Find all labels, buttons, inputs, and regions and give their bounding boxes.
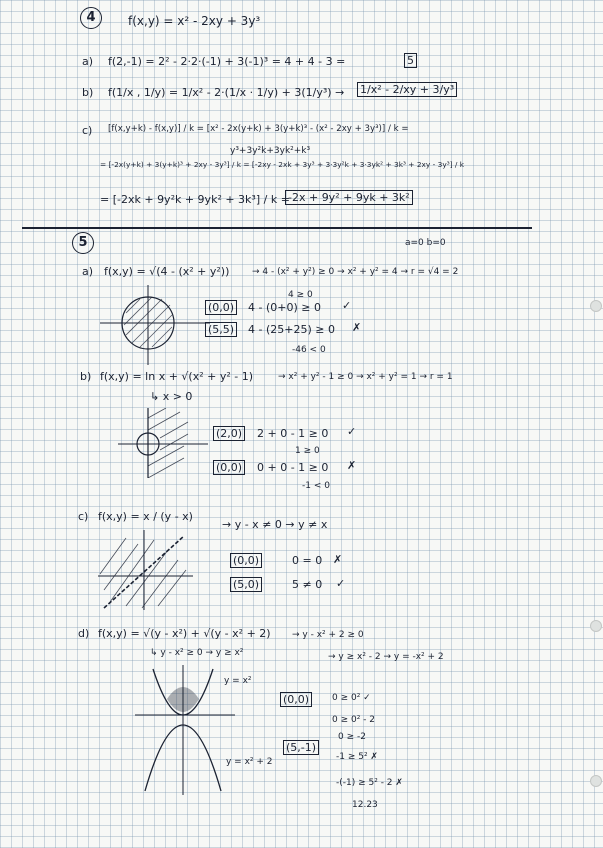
ex5-d-point2: (5,-1) — [283, 740, 319, 755]
ex5-c-mark2: ✓ — [336, 577, 346, 590]
ex5-a-check2-below: -46 < 0 — [292, 345, 326, 355]
ex5-c-label: c) — [78, 510, 89, 523]
ex5-a-mark2: ✗ — [352, 321, 362, 334]
ex5-d-check1-line3: 0 ≥ -2 — [338, 732, 366, 742]
ex5-c-function: f(x,y) = x / (y - x) — [98, 510, 193, 523]
ex4-b-work: f(1/x , 1/y) = 1/x² - 2·(1/x · 1/y) + 3(1/y³) → — [108, 86, 345, 99]
ex5-d-label: d) — [78, 627, 90, 640]
ex5-b-sketch — [118, 408, 208, 478]
ex4-c-note: y³+3y²k+3yk²+k³ — [230, 146, 311, 156]
ex5-d-sketch — [135, 665, 235, 795]
ex5-d-check2-line3: 12.23 — [352, 800, 378, 810]
ex5-c-sketch — [98, 530, 193, 610]
ex5-b-work: → x² + y² - 1 ≥ 0 → x² + y² = 1 → r = 1 — [278, 372, 453, 382]
ex5-b-point1: (2,0) — [213, 426, 245, 441]
ex5-c-check1: 0 = 0 — [292, 554, 323, 567]
ex5-a-point2: (5,5) — [205, 322, 237, 337]
ex4-b-result: 1/x² - 2/xy + 3/y³ — [357, 82, 457, 97]
punch-hole — [590, 775, 602, 787]
ex5-a-note: a=0 b=0 — [405, 238, 446, 248]
ex5-b-check1: 2 + 0 - 1 ≥ 0 — [257, 427, 329, 440]
ex4-b-label: b) — [82, 86, 94, 99]
ex5-d-sub1: ↳ y - x² ≥ 0 → y ≥ x² — [150, 648, 244, 658]
ex5-c-point1: (0,0) — [230, 553, 262, 568]
ex5-b-check2-below: -1 < 0 — [302, 481, 330, 491]
ex4-c-result: -2x + 9y² + 9yk + 3k² — [285, 190, 413, 205]
ex5-d-work: → y - x² + 2 ≥ 0 — [292, 630, 364, 640]
ex5-b-check1-below: 1 ≥ 0 — [295, 446, 320, 456]
exercise-5-number: 5 — [72, 232, 94, 254]
exercise-4-function: f(x,y) = x² - 2xy + 3y³ — [128, 14, 261, 28]
ex4-a-label: a) — [82, 55, 94, 68]
punch-hole — [590, 620, 602, 632]
ex5-d-check1-line1: 0 ≥ 0² ✓ — [332, 693, 371, 703]
ex5-d-curve2: y = x² + 2 — [226, 757, 273, 767]
ex4-c-line3: = [-2xk + 9y²k + 9yk² + 3k³] / k = — [100, 193, 290, 206]
ex5-a-work: → 4 - (x² + y²) ≥ 0 → x² + y² = 4 → r = √4 = 2 — [252, 267, 459, 277]
ex5-a-point1: (0,0) — [205, 300, 237, 315]
ex5-a-mark1: ✓ — [342, 299, 352, 312]
ex5-b-mark1: ✓ — [347, 425, 357, 438]
ex5-b-mark2: ✗ — [347, 459, 357, 472]
ex5-b-check2: 0 + 0 - 1 ≥ 0 — [257, 461, 329, 474]
ex5-c-check2: 5 ≠ 0 — [292, 578, 323, 591]
ex4-a-result: 5 — [404, 53, 417, 68]
ex5-a-function: f(x,y) = √(4 - (x² + y²)) — [104, 265, 230, 278]
exercise-4-number: 4 — [80, 7, 102, 29]
ex5-a-label: a) — [82, 265, 94, 278]
ex5-b-point2: (0,0) — [213, 460, 245, 475]
ex5-d-curve1: y = x² — [224, 676, 252, 686]
ex4-c-line2: = [-2x(y+k) + 3(y+k)³ + 2xy - 3y³] / k = [-2xy - 2xk + 3y³ + 3·3y²k + 3·3yk² + 3k³ + 2xy - 3y³] / k — [100, 160, 465, 169]
ex5-a-sketch — [100, 285, 210, 365]
ex5-c-mark1: ✗ — [333, 553, 343, 566]
section-divider — [22, 227, 532, 229]
ex4-c-line1: [f(x,y+k) - f(x,y)] / k = [x² - 2x(y+k) + 3(y+k)³ - (x² - 2xy + 3y³)] / k = — [108, 124, 409, 134]
ex5-c-point2: (5,0) — [230, 577, 262, 592]
ex5-d-check2-line2: -(-1) ≥ 5² - 2 ✗ — [336, 778, 403, 788]
ex5-a-check1-above: 4 ≥ 0 — [288, 290, 313, 300]
ex5-b-function: f(x,y) = ln x + √(x² + y² - 1) — [100, 370, 254, 383]
ex5-c-work: → y - x ≠ 0 → y ≠ x — [222, 518, 328, 531]
ex5-b-sub: ↳ x > 0 — [150, 390, 193, 403]
ex5-a-check2: 4 - (25+25) ≥ 0 — [248, 323, 335, 336]
ex5-a-check1: 4 - (0+0) ≥ 0 — [248, 301, 321, 314]
ex5-d-check2-line1: -1 ≥ 5² ✗ — [336, 752, 378, 762]
ex4-a-work: f(2,-1) = 2² - 2·2·(-1) + 3(-1)³ = 4 + 4 - 3 = — [108, 55, 346, 68]
ex5-d-point1: (0,0) — [280, 692, 312, 707]
ex5-d-function: f(x,y) = √(y - x²) + √(y - x² + 2) — [98, 627, 271, 640]
ex5-d-check1-line2: 0 ≥ 0² - 2 — [332, 715, 376, 725]
ex5-b-label: b) — [80, 370, 92, 383]
ex4-c-label: c) — [82, 124, 93, 137]
ex5-d-sub2: → y ≥ x² - 2 → y = -x² + 2 — [328, 652, 444, 662]
punch-hole — [590, 300, 602, 312]
